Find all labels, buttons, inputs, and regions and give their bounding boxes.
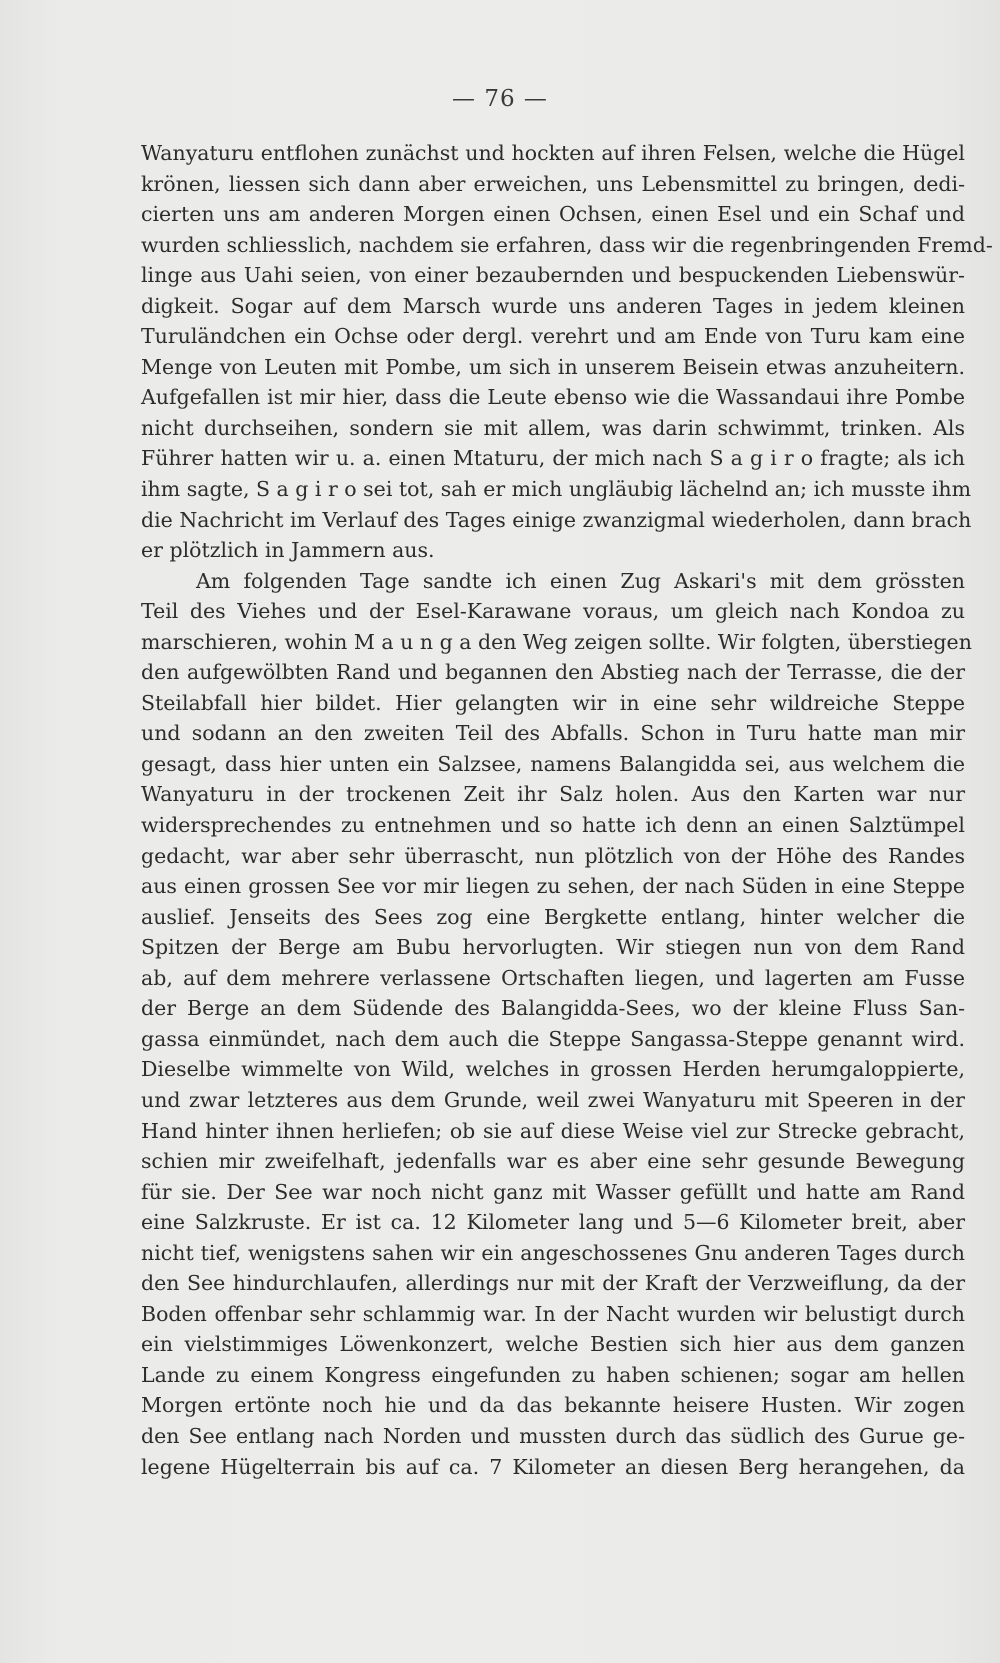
- text-line: Lande zu einem Kongress eingefunden zu haben schienen; sogar am hellen: [141, 1362, 965, 1387]
- text-line: ihm sagte, S a g i r o sei tot, sah er mich ungläubig lächelnd an; ich musste ihm: [141, 477, 972, 502]
- text-line: schien mir zweifelhaft, jedenfalls war es aber eine sehr gesunde Bewegung: [141, 1149, 965, 1174]
- text-line: cierten uns am anderen Morgen einen Ochsen, einen Esel und ein Schaf und: [141, 202, 965, 227]
- text-line: linge aus Uahi seien, von einer bezaubernden und bespuckenden Liebenswür-: [141, 263, 965, 288]
- text-line: Am folgenden Tage sandte ich einen Zug Askari's mit dem grössten: [196, 568, 965, 593]
- text-line: eine Salzkruste. Er ist ca. 12 Kilometer lang und 5—6 Kilometer breit, aber: [141, 1210, 965, 1235]
- text-line: Wanyaturu entflohen zunächst und hockten auf ihren Felsen, welche die Hügel: [141, 141, 965, 165]
- text-line: ab, auf dem mehrere verlassene Ortschaften liegen, und lagerten am Fusse: [141, 965, 965, 990]
- text-line: er plötzlich in Jammern aus.: [141, 538, 435, 563]
- text-line: aus einen grossen See vor mir liegen zu sehen, der nach Süden in eine Steppe: [141, 874, 965, 899]
- text-line: krönen, liessen sich dann aber erweichen, uns Lebensmittel zu bringen, dedi-: [141, 171, 965, 196]
- text-line: marschieren, wohin M a u n g a den Weg zeigen sollte. Wir folgten, überstiegen: [141, 629, 972, 654]
- text-line: Wanyaturu in der trockenen Zeit ihr Salz holen. Aus den Karten war nur: [141, 782, 965, 807]
- text-line: wurden schliesslich, nachdem sie erfahren, dass wir die regenbringenden Fremd-: [141, 232, 993, 257]
- text-line: Boden offenbar sehr schlammig war. In der Nacht wurden wir belustigt durch: [141, 1301, 965, 1326]
- text-line: gesagt, dass hier unten ein Salzsee, namens Balangidda sei, aus welchem die: [141, 751, 965, 776]
- text-line: Morgen ertönte noch hie und da das bekannte heisere Husten. Wir zogen: [141, 1393, 965, 1418]
- text-line: den See entlang nach Norden und mussten durch das südlich des Gurue ge-: [141, 1423, 965, 1448]
- body-text: [141, 138, 993, 1482]
- text-line: den aufgewölbten Rand und begannen den Abstieg nach der Terrasse, die der: [141, 660, 965, 685]
- text-line: legene Hügelterrain bis auf ca. 7 Kilometer an diesen Berg herangehen, da: [141, 1454, 965, 1479]
- text-line: Menge von Leuten mit Pombe, um sich in unserem Beisein etwas anzuheitern.: [141, 354, 965, 379]
- text-line: Dieselbe wimmelte von Wild, welches in grossen Herden herumgaloppierte,: [141, 1057, 965, 1082]
- text-line: Steilabfall hier bildet. Hier gelangten wir in eine sehr wildreiche Steppe: [141, 690, 965, 715]
- text-line: den See hindurchlaufen, allerdings nur mit der Kraft der Verzweiflung, da der: [141, 1271, 965, 1296]
- text-line: nicht tief, wenigstens sahen wir ein angeschossenes Gnu anderen Tages durch: [141, 1240, 965, 1265]
- page-number: — 76 —: [452, 86, 548, 112]
- text-line: Aufgefallen ist mir hier, dass die Leute ebenso wie die Wassandaui ihre Pombe: [141, 385, 965, 410]
- text-line: und sodann an den zweiten Teil des Abfalls. Schon in Turu hatte man mir: [141, 721, 965, 746]
- text-line: nicht durchseihen, sondern sie mit allem, was darin schwimmt, trinken. Als: [141, 415, 965, 440]
- text-line: für sie. Der See war noch nicht ganz mit Wasser gefüllt und hatte am Rand: [141, 1179, 965, 1204]
- text-line: widersprechendes zu entnehmen und so hatte ich denn an einen Salztümpel: [141, 813, 965, 838]
- text-line: Hand hinter ihnen herliefen; ob sie auf diese Weise viel zur Strecke gebracht,: [141, 1118, 965, 1143]
- text-line: Spitzen der Berge am Bubu hervorlugten. Wir stiegen nun von dem Rand: [141, 935, 965, 960]
- text-line: und zwar letzteres aus dem Grunde, weil zwei Wanyaturu mit Speeren in der: [141, 1087, 965, 1112]
- text-line: Teil des Viehes und der Esel-Karawane voraus, um gleich nach Kondoa zu: [141, 599, 965, 624]
- text-line: der Berge an dem Südende des Balangidda-Sees, wo der kleine Fluss San-: [141, 996, 965, 1021]
- text-line: gedacht, war aber sehr überrascht, nun plötzlich von der Höhe des Randes: [141, 843, 965, 868]
- text-line: ein vielstimmiges Löwenkonzert, welche Bestien sich hier aus dem ganzen: [141, 1332, 965, 1357]
- text-line: digkeit. Sogar auf dem Marsch wurde uns anderen Tages in jedem kleinen: [141, 293, 965, 318]
- text-line: Führer hatten wir u. a. einen Mtaturu, der mich nach S a g i r o fragte; als ich: [141, 446, 965, 471]
- text-line: die Nachricht im Verlauf des Tages einige zwanzigmal wiederholen, dann brach: [141, 507, 972, 532]
- text-line: gassa einmündet, nach dem auch die Steppe Sangassa-Steppe genannt wird.: [141, 1026, 965, 1051]
- text-line: auslief. Jenseits des Sees zog eine Bergkette entlang, hinter welcher die: [141, 904, 965, 929]
- text-line: Turuländchen ein Ochse oder dergl. verehrt und am Ende von Turu kam eine: [141, 324, 965, 349]
